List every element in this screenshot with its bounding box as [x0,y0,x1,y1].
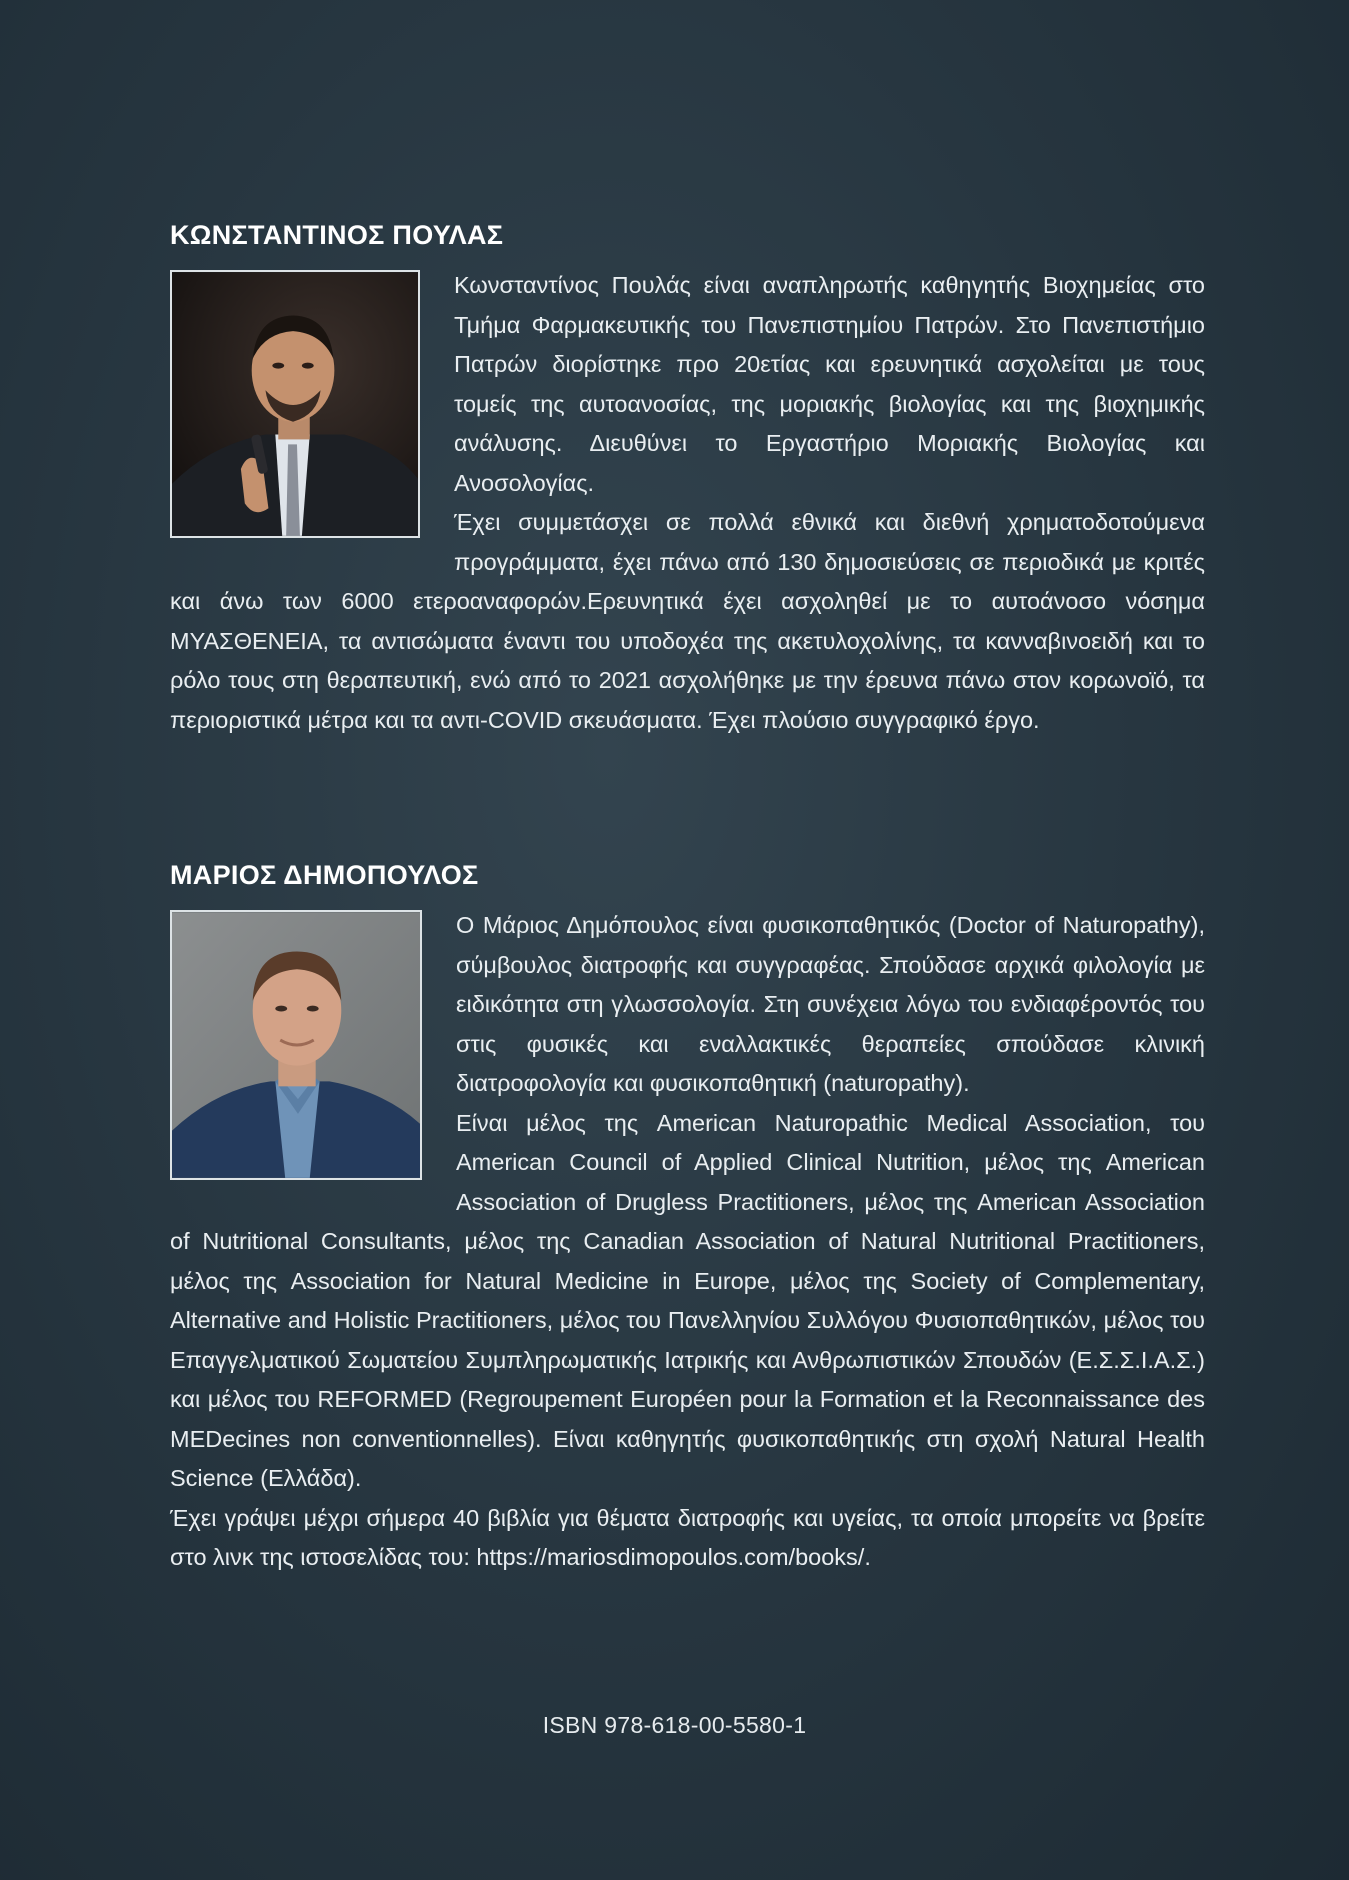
isbn-number: ISBN 978-618-00-5580-1 [542,1712,807,1738]
author-bio: Κωνσταντίνος Πουλάς είναι αναπληρωτής καθηγητής Βιοχημείας στο Τμήμα Φαρμακευτικής του Πανεπιστημίου Πατρών. Στο Πανεπιστήμιο Πατρών διορίστηκε προ 20ετίας και ερευνητικά ασχολείται με τους τομείς της αυτοανοσίας, της μοριακής βιολογίας και της βιοχημικής ανάλυσης. Διευθύνει το Εργαστήριο Μοριακής Βιολογίας και Ανοσολογίας. [454,272,1205,496]
author-section-dimopoulos [170,858,1205,1578]
portrait-photo-icon [172,912,420,1178]
author-photo-dimopoulos [170,910,422,1180]
portrait-photo-icon [172,272,418,536]
author-name: ΚΩΝΣΤΑΝΤΙΝΟΣ ΠΟΥΛΑΣ [170,220,504,250]
author-section-poulas [170,218,1205,740]
author-name: ΜΑΡΙΟΣ ΔΗΜΟΠΟΥΛΟΣ [170,860,479,890]
author-bio: Ο Μάριος Δημόπουλος είναι φυσικοπαθητικός (Doctor of Naturopathy), σύμβουλος διατροφής και συγγραφέας. Σπούδασε αρχικά φιλολογία με ειδικότητα στη γλωσσολογία. Στη συνέχεια λόγω του ενδιαφέροντός του στις φυσικές και εναλλακτικές θεραπείες σπούδασε κλινική διατροφολογία και φυσικοπαθητική (naturopathy). [456,912,1205,1096]
author-bio: Έχει γράψει μέχρι σήμερα 40 βιβλία για θέματα διατροφής και υγείας, τα οποία μπορείτε να βρείτε στο λινκ της ιστοσελίδας του: https://mariosdimopoulos.com/books/. [170,1504,1205,1570]
author-bio: Είναι μέλος της American Naturopathic Medical Association, του American Council of Applied Clinical Nutrition, μέλος της American Association of Drugless Practitioners, μέλος της American Association of Nutritional Consultants, μέλος της Canadian Association of Natural Nutritional Practitioners, μέλος της Association for Natural Medicine in Europe, μέλος της Society of Complementary, Alternative and Holistic Practitioners, μέλος του Πανελληνίου Συλλόγου Φυσιοπαθητικών, μέλος του Επαγγελματικού Σωματείου Συμπληρωματικής Ιατρικής και Ανθρωπιστικών Σπουδών (Ε.Σ.Σ.Ι.Α.Σ.) και μέλος του REFORMED (Regroupement Européen pour la Formation et la Reconnaissance des MEDecines non conventionnelles). Είναι καθηγητής φυσικοπαθητικής στη σχολή Natural Health Science (Ελλάδα). [170,1109,1205,1491]
author-photo-poulas [170,270,420,538]
author-bio: Έχει συμμετάσχει σε πολλά εθνικά και διεθνή χρηματοδοτούμενα προγράμματα, έχει πάνω από 130 δημοσιεύσεις σε περιοδικά με κριτές και άνω των 6000 ετεροαναφορών.Ερευνητικά έχει ασχοληθεί με το αυτοάνοσο νόσημα ΜΥΑΣΘΕΝΕΙΑ, τα αντισώματα έναντι του υποδοχέα της ακετυλοχολίνης, τα κανναβινοειδή και το ρόλο τους στη θεραπευτική, ενώ από το 2021 ασχολήθηκε με την έρευνα πάνω στον κορωνοϊό, τα περιοριστικά μέτρα και τα αντι-COVID σκευάσματα. Έχει πλούσιο συγγραφικό έργο. [170,509,1205,733]
